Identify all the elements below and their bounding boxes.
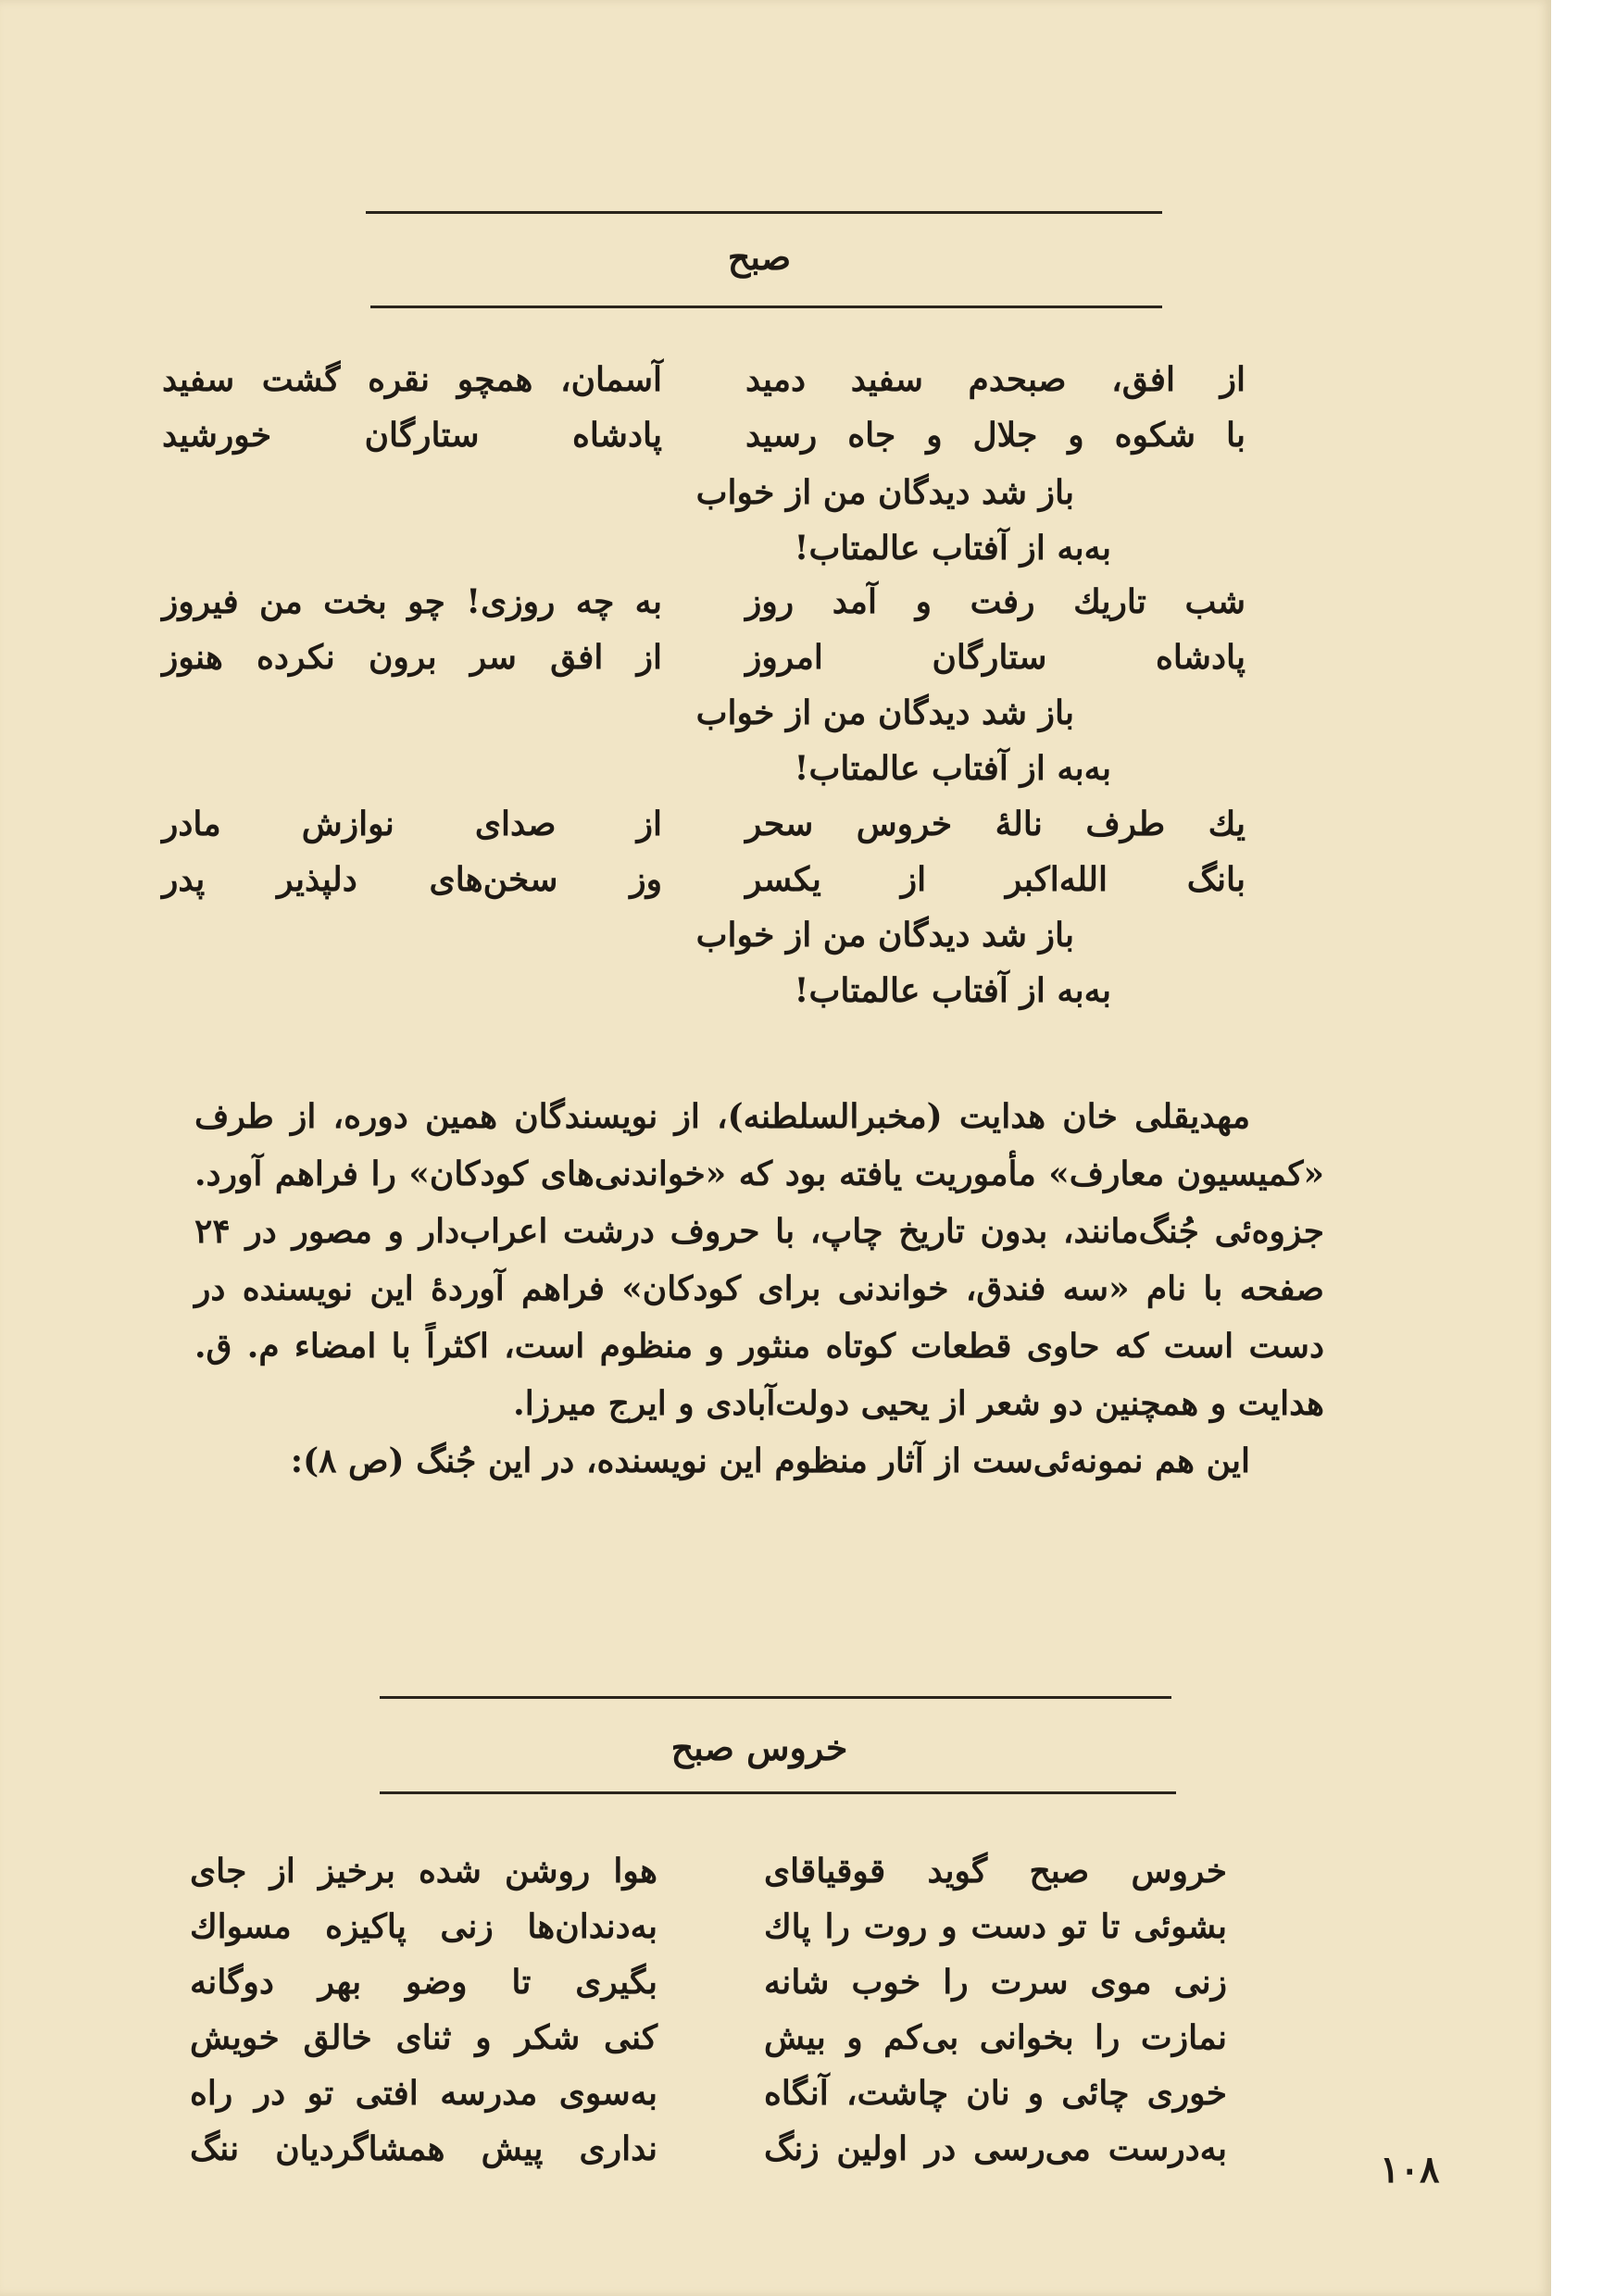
verse-hemistich: شب تاریك رفت و آمد روز xyxy=(745,582,1246,621)
verse-hemistich: کنی شکر و ثنای خالق خویش xyxy=(190,2018,657,2057)
prose-paragraph: این هم نمونه‌ئی‌ست از آثار منظوم این نویسنده، در این جُنگ (ص ۸): xyxy=(290,1441,1250,1480)
verse-hemistich: بانگ الله‌اکبر از یکسر xyxy=(745,860,1246,899)
verse-hemistich: به‌درست می‌رسی در اولین زنگ xyxy=(764,2129,1227,2168)
verse-hemistich: خوری چائی و نان چاشت، آنگاه xyxy=(764,2074,1227,2113)
verse-hemistich: یك طرف نالهٔ خروس سحر xyxy=(745,805,1246,843)
prose-block xyxy=(194,1088,1324,1490)
refrain-line: باز شد دیدگان من از خواب xyxy=(695,916,1074,955)
verse-hemistich: آسمان، همچو نقره گشت سفید xyxy=(162,360,662,399)
title-rule-bottom xyxy=(370,306,1162,308)
refrain-line: به‌به از آفتاب عالمتاب! xyxy=(794,529,1111,568)
verse-hemistich: به‌سوی مدرسه افتی تو در راه xyxy=(190,2074,657,2113)
title-rule-bottom xyxy=(380,1791,1176,1794)
title-rule-top xyxy=(380,1696,1171,1699)
refrain-line: به‌به از آفتاب عالمتاب! xyxy=(794,971,1111,1010)
verse-hemistich: از صدای نوازش مادر xyxy=(162,805,662,843)
verse-hemistich: با شکوه و جلال و جاه رسید xyxy=(745,416,1246,455)
page-number: ۱۰۸ xyxy=(1380,2148,1440,2191)
verse-hemistich: به چه روزی! چو بخت من فیروز xyxy=(162,582,662,621)
poem-title: صبح xyxy=(727,236,792,278)
verse-hemistich: پادشاه ستارگان امروز xyxy=(745,638,1246,677)
refrain-line: باز شد دیدگان من از خواب xyxy=(695,693,1074,732)
verse-hemistich: وز سخن‌های دلپذیر پدر xyxy=(162,860,662,899)
verse-hemistich: به‌دندان‌ها زنی پاکیزه مسواك xyxy=(190,1907,657,1946)
verse-hemistich: نداری پیش همشاگردیان ننگ xyxy=(190,2129,657,2168)
prose-paragraph: مهدیقلی خان هدایت (مخبرالسلطنه)، از نویسندگان همین دوره، از طرف «کمیسیون معارف» مأموریت یافته بود که «خواندنی‌های کودکان» را فراهم آورد. جزوه‌ئی جُنگ‌مانند، بدون تاریخ چاپ، با حروف درشت اعراب‌دار و مصور در ۲۴ صفحه با نام «سه فندق، خواندنی برای کودکان» فراهم آوردهٔ این نویسنده در دست است که حاوی قطعات کوتاه منثور و منظوم است، اکثراً با امضاء م. ق. هدایت و همچنین دو شعر از یحیی دولت‌آبادی و ایرج میرزا. xyxy=(194,1097,1325,1423)
title-rule-top xyxy=(366,211,1162,214)
verse-hemistich: نمازت را بخوانی بی‌کم و بیش xyxy=(764,2018,1227,2057)
verse-hemistich: از افق، صبحدم سفید دمید xyxy=(745,360,1246,399)
verse-hemistich: پادشاه ستارگان خورشید xyxy=(162,416,662,455)
verse-hemistich: بگیری تا وضو بهر دوگانه xyxy=(190,1963,657,2002)
refrain-line: باز شد دیدگان من از خواب xyxy=(695,473,1074,512)
poem-title: خروس صبح xyxy=(670,1727,848,1768)
verse-hemistich: هوا روشن شده برخیز از جای xyxy=(190,1852,657,1890)
verse-hemistich: خروس صبح گوید قوقیاقای xyxy=(764,1852,1227,1890)
verse-hemistich: از افق سر برون نکرده هنوز xyxy=(162,638,662,677)
verse-hemistich: زنی موی سرت را خوب شانه xyxy=(764,1963,1227,2002)
refrain-line: به‌به از آفتاب عالمتاب! xyxy=(794,749,1111,788)
verse-hemistich: بشوئی تا تو دست و روت را پاك xyxy=(764,1907,1227,1946)
